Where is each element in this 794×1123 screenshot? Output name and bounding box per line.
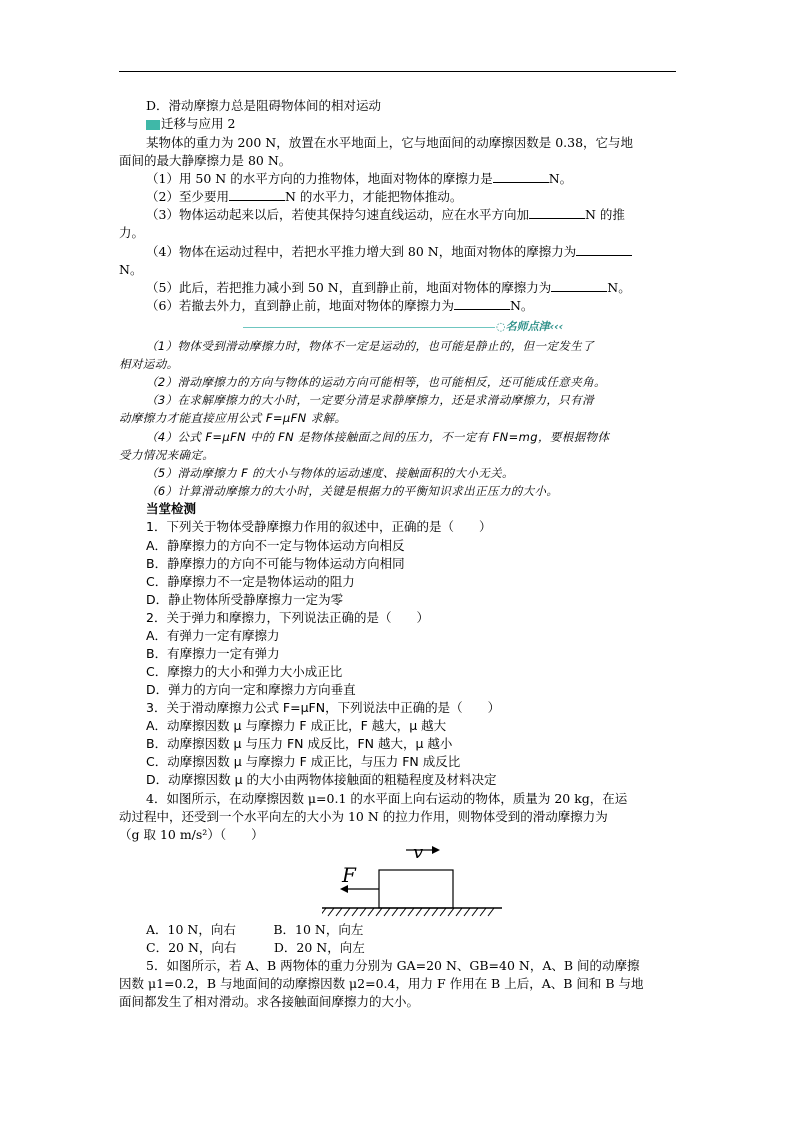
section-transfer-label: 迁移与应用 2 (161, 116, 236, 131)
header-rule (119, 71, 676, 72)
velocity-label: v (413, 842, 424, 863)
tip-1-line-2: 相对运动。 (119, 357, 179, 371)
check-1-option-a: A．静摩擦力的方向不一定与物体运动方向相反 (146, 538, 405, 553)
tip-3: （3）在求解摩擦力的大小时，一定要分清是求静摩擦力，还是求滑动摩擦力，只有滑 (146, 393, 595, 407)
check-question-4: 4．如图所示，在动摩擦因数 μ=0.1 的水平面上向右运动的物体，质量为 20 kg，在运 (146, 791, 628, 806)
question-2-text: （2）至少要用 (146, 189, 229, 204)
question-5 (146, 279, 631, 296)
tip-5: （5）滑动摩擦力 F 的大小与物体的运动速度、接触面积的大小无关。 (146, 466, 514, 480)
check-2-option-a: A．有弹力一定有摩擦力 (146, 628, 280, 643)
tip-3-line-2: 动摩擦力才能直接应用公式 F=μFN 求解。 (119, 411, 347, 425)
force-label: F (342, 863, 356, 887)
ground-hatch (322, 908, 494, 916)
tip-6: （6）计算滑动摩擦力的大小时，关键是根据力的平衡知识求出正压力的大小。 (146, 484, 559, 498)
check-question-5-line-2: 因数 μ1=0.2，B 与地面间的动摩擦因数 μ2=0.4，用力 F 作用在 B 上后，A、B 间和 B 与地 (119, 976, 644, 991)
section-tag-icon (146, 120, 160, 130)
problem-text-line-1: 某物体的重力为 200 N，放置在水平地面上，它与地面间的动摩擦因数是 0.38，它与地 (146, 135, 634, 150)
block-force-figure (322, 840, 502, 920)
question-1-unit: N。 (548, 171, 573, 186)
check-1-option-b: B．静摩擦力的方向不可能与物体运动方向相同 (146, 556, 405, 571)
check-1-option-c: C．静摩擦力不一定是物体运动的阻力 (146, 574, 355, 589)
question-3-text: （3）物体运动起来以后，若使其保持匀速直线运动，应在水平方向加 (146, 207, 529, 222)
check-question-2: 2．关于弹力和摩擦力，下列说法正确的是（ ） (146, 610, 429, 625)
tips-banner: ◌名师点津‹‹‹ (496, 320, 564, 333)
answer-blank (493, 170, 549, 183)
tips-banner-label: 名师点津 (505, 320, 550, 333)
check-2-option-c: C．摩擦力的大小和弹力大小成正比 (146, 664, 343, 679)
section-check-heading: 当堂检测 (146, 501, 197, 516)
check-3-option-c: C．动摩擦因数 μ 与摩擦力 F 成正比，与压力 FN 成反比 (146, 754, 461, 769)
check-question-1: 1．下列关于物体受静摩擦力作用的叙述中，正确的是（ ） (146, 519, 492, 534)
question-5-text: （5）此后，若把推力减小到 50 N，直到静止前，地面对物体的摩擦力为 (146, 280, 552, 295)
check-3-option-a: A．动摩擦因数 μ 与摩擦力 F 成正比，F 越大，μ 越大 (146, 718, 447, 733)
question-1-text: （1）用 50 N 的水平方向的力推物体，地面对物体的摩擦力是 (146, 171, 493, 186)
check-question-4-line-3: （g 取 10 m/s²）（ ） (119, 827, 264, 842)
answer-blank (529, 206, 585, 219)
block-shape (379, 870, 453, 908)
check-question-4-line-2: 动过程中，还受到一个水平向左的大小为 10 N 的拉力作用，则物体受到的滑动摩擦力为 (119, 809, 608, 824)
check-2-option-d: D．弹力的方向一定和摩擦力方向垂直 (146, 682, 356, 697)
question-4-unit: N。 (119, 262, 143, 277)
check-1-option-d: D．静止物体所受静摩擦力一定为零 (146, 592, 344, 607)
question-2 (146, 188, 462, 205)
question-1 (146, 170, 572, 187)
check-3-option-d: D．动摩擦因数 μ 的大小由两物体接触面的粗糙程度及材料决定 (146, 772, 497, 787)
question-6-unit: N。 (509, 298, 534, 313)
question-6-text: （6）若撤去外力，直到静止前，地面对物体的摩擦力为 (146, 298, 454, 313)
question-4 (146, 243, 632, 260)
question-3-rest: N 的推 (584, 207, 625, 222)
tip-1: （1）物体受到滑动摩擦力时，物体不一定是运动的，也可能是静止的，但一定发生了 (146, 339, 595, 353)
answer-blank (551, 279, 607, 292)
question-3-line-2: 力。 (119, 225, 145, 240)
question-5-unit: N。 (607, 280, 631, 295)
answer-blank (229, 188, 285, 201)
section-transfer (146, 115, 235, 132)
tip-4-line-2: 受力情况来确定。 (119, 448, 215, 462)
check-question-5-line-3: 面间都发生了相对滑动。求各接触面间摩擦力的大小。 (119, 994, 420, 1009)
check-4-options-cd: C．20 N，向右 D．20 N，向左 (146, 940, 365, 955)
tips-banner-rule (243, 327, 495, 328)
option-d-text: D．滑动摩擦力总是阻碍物体间的相对运动 (146, 98, 382, 113)
question-2-rest: N 的水平力，才能把物体推动。 (284, 189, 463, 204)
problem-text-line-2: 面间的最大静摩擦力是 80 N。 (119, 153, 292, 168)
question-4-text: （4）物体在运动过程中，若把水平推力增大到 80 N，地面对物体的摩擦力为 (146, 244, 577, 259)
check-2-option-b: B．有摩擦力一定有弹力 (146, 646, 280, 661)
answer-blank (576, 243, 632, 256)
check-4-options-ab: A．10 N，向右 B．10 N，向左 (146, 922, 364, 937)
question-3 (146, 206, 625, 223)
check-3-option-b: B．动摩擦因数 μ 与压力 FN 成反比，FN 越大，μ 越小 (146, 736, 453, 751)
tip-4: （4）公式 F=μFN 中的 FN 是物体接触面之间的压力，不一定有 FN=mg，要根据物体 (146, 430, 610, 444)
check-question-5: 5．如图所示，若 A、B 两物体的重力分别为 GA=20 N、GB=40 N，A、B 间的动摩擦 (146, 958, 640, 973)
tip-2: （2）滑动摩擦力的方向与物体的运动方向可能相等，也可能相反，还可能成任意夹角。 (146, 375, 606, 389)
answer-blank (454, 297, 510, 310)
check-question-3: 3．关于滑动摩擦力公式 F=μFN，下列说法中正确的是（ ） (146, 700, 501, 715)
question-6 (146, 297, 533, 314)
velocity-arrowhead-icon (432, 846, 440, 854)
